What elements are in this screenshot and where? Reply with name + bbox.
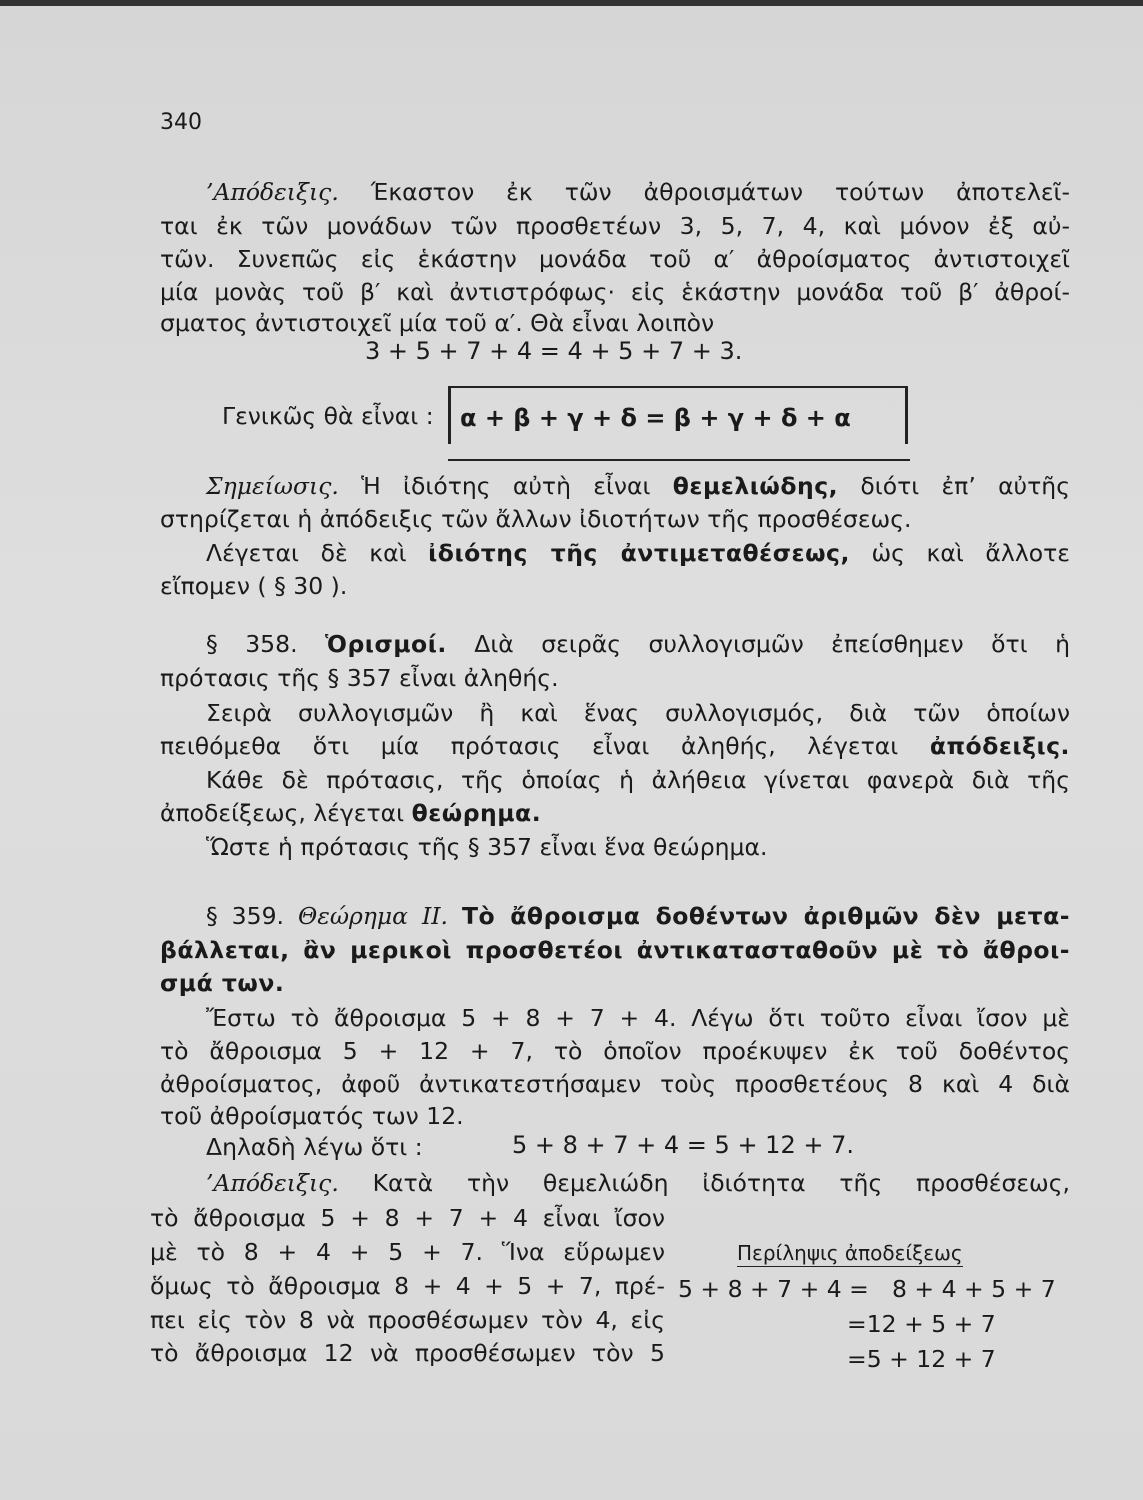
s359-claim-equation: 5 + 8 + 7 + 4 = 5 + 12 + 7. — [512, 1131, 854, 1159]
s358-title: Ὁρισμοί. — [325, 630, 447, 658]
note-line-4: εἴπομεν ( § 30 ). — [160, 572, 348, 600]
note-term-commutative: ἰδιότης τῆς ἀντιμεταθέσεως, — [428, 539, 850, 567]
s359-proof-line-3: μὲ τὸ 8 + 4 + 5 + 7. Ἵνα εὕρωμεν — [150, 1238, 665, 1266]
s359-line-7: τοῦ ἀθροίσματός των 12. — [160, 1102, 464, 1130]
proof1-line-1-text: Έκαστον ἐκ τῶν ἀθροισμάτων τούτων ἀποτελεῖ- — [370, 178, 1070, 206]
s359-line-4: Ἔστω τὸ ἄθροισμα 5 + 8 + 7 + 4. Λέγω ὅτι τοῦτο εἶναι ἴσον μὲ — [206, 1004, 1070, 1032]
s358-term-proof: ἀπόδειξις. — [929, 732, 1070, 760]
s359-number: § 359. — [206, 902, 285, 930]
s359-line-1 — [206, 900, 1070, 933]
note-line-3-b: ὡς καὶ ἄλλοτε — [871, 539, 1070, 567]
s358-line-4 — [160, 730, 1070, 763]
s358-line-5: Κάθε δὲ πρότασις, τῆς ὁποίας ἡ ἀλήθεια γίνεται φανερὰ διὰ τῆς — [206, 766, 1070, 794]
page-number: 340 — [160, 110, 202, 135]
s359-line-5: τὸ ἄθροισμα 5 + 12 + 7, τὸ ὁποῖον προέκυψεν ἐκ τοῦ δοθέντος — [160, 1037, 1070, 1065]
s358-line-7: Ὥστε ἡ πρότασις τῆς § 357 εἶναι ἕνα θεώρημα. — [206, 833, 768, 861]
general-formula: α + β + γ + δ = β + γ + δ + α — [460, 404, 851, 432]
summary-row-1: 8 + 4 + 5 + 7 — [892, 1275, 1056, 1303]
note-label: Σημείωσις. — [206, 472, 339, 500]
s359-proof-line-1-text: Κατὰ τὴν θεμελιώδη ἰδιότητα τῆς προσθέσεως, — [372, 1169, 1070, 1197]
s358-line-3: Σειρὰ συλλογισμῶν ἢ καὶ ἕνας συλλογισμός, διὰ τῶν ὁποίων — [206, 699, 1070, 727]
proof1-line-1 — [206, 176, 1070, 209]
summary-lhs: 5 + 8 + 7 + 4 = — [678, 1275, 869, 1303]
s359-proof-line-1 — [206, 1167, 1070, 1200]
summary-title: Περίληψις ἀποδείξεως — [737, 1241, 963, 1265]
note-line-1 — [206, 470, 1070, 503]
s359-statement-1: Τὸ ἄθροισμα δοθέντων ἀριθμῶν δὲν μετα- — [461, 902, 1070, 930]
s358-line-2: πρότασις τῆς § 357 εἶναι ἀληθής. — [160, 664, 559, 692]
s359-line-6: ἀθροίσματος, ἀφοῦ ἀντικατεστήσαμεν τοὺς προσθετέους 8 καὶ 4 διὰ — [160, 1070, 1070, 1098]
formula-box-underline — [448, 459, 910, 461]
proof1-equation: 3 + 5 + 7 + 4 = 4 + 5 + 7 + 3. — [365, 337, 743, 365]
s359-line-3: σμά των. — [160, 969, 285, 997]
s358-line-1-text: Διὰ σειρᾶς συλλογισμῶν ἐπείσθημεν ὅτι ἡ — [474, 630, 1070, 658]
general-label: Γενικῶς θὰ εἶναι : — [222, 402, 434, 430]
s359-proof-line-6: τὸ ἄθροισμα 12 νὰ προσθέσωμεν τὸν 5 — [150, 1339, 665, 1367]
s358-line-6 — [160, 797, 1070, 830]
s359-claim-label: Δηλαδὴ λέγω ὅτι : — [206, 1133, 423, 1161]
s358-line-1 — [206, 628, 1070, 661]
summary-row-3: =5 + 12 + 7 — [847, 1345, 996, 1373]
s359-theorem-label: Θεώρημα ΙΙ. — [297, 902, 449, 930]
note-line-1-b: διότι ἐπ’ αὐτῆς — [860, 472, 1070, 500]
s359-proof-line-2: τὸ ἄθροισμα 5 + 8 + 7 + 4 εἶναι ἴσον — [150, 1204, 665, 1232]
s359-proof-line-4: ὅμως τὸ ἄθροισμα 8 + 4 + 5 + 7, πρέ- — [150, 1272, 665, 1300]
note-line-3 — [206, 537, 1070, 570]
s358-number: § 358. — [206, 630, 298, 658]
s358-line-6-a: ἀποδείξεως, λέγεται — [160, 799, 405, 827]
proof1-line-5: σματος ἀντιστοιχεῖ μία τοῦ α′. Θὰ εἶναι λοιπὸν — [160, 309, 715, 337]
s358-term-theorem: θεώρημα. — [411, 799, 542, 827]
s359-proof-line-5: πει εἰς τὸν 8 νὰ προσθέσωμεν τὸν 4, εἰς — [150, 1306, 665, 1334]
scan-top-edge — [0, 0, 1143, 6]
proof1-line-4: μία μονὰς τοῦ β′ καὶ ἀντιστρόφως· εἰς ἑκάστην μονάδα τοῦ β′ ἀθροί- — [160, 278, 1070, 306]
s359-proof-label: ’Απόδειξις. — [206, 1169, 339, 1197]
note-line-3-a: Λέγεται δὲ καὶ — [206, 539, 407, 567]
s359-line-2: βάλλεται, ἂν μερικοὶ προσθετέοι ἀντικατασταθοῦν μὲ τὸ ἄθροι- — [160, 936, 1070, 964]
note-line-2: στηρίζεται ἡ ἀπόδειξις τῶν ἄλλων ἰδιοτήτων τῆς προσθέσεως. — [160, 505, 912, 533]
proof1-line-3: τῶν. Συνεπῶς εἰς ἑκάστην μονάδα τοῦ α′ ἀθροίσματος ἀντιστοιχεῖ — [160, 245, 1070, 273]
note-term-fundamental: θεμελιώδης, — [672, 472, 839, 500]
proof1-label: ’Απόδειξις. — [206, 178, 339, 206]
note-line-1-a: Ἡ ἰδιότης αὐτὴ εἶναι — [361, 472, 651, 500]
summary-row-2: =12 + 5 + 7 — [847, 1310, 996, 1338]
s358-line-4-a: πειθόμεθα ὅτι μία πρότασις εἶναι ἀληθής, λέγεται — [160, 732, 899, 760]
proof1-line-2: ται ἐκ τῶν μονάδων τῶν προσθετέων 3, 5, 7, 4, καὶ μόνον ἐξ αὐ- — [160, 212, 1070, 240]
